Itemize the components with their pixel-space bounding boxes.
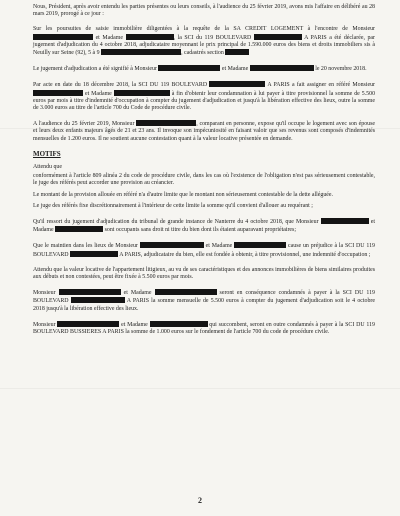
paragraph-text: Le jugement d'adjudication a été signifié à Monsieur [33,66,157,73]
paragraph-seizure [33,26,375,57]
paragraph-text: et Madame [123,290,152,297]
redaction-block [57,321,119,327]
paragraph-summons [33,81,375,112]
paragraph-text: A l'audience du 25 février 2019, Monsieur [33,121,135,128]
paragraph-text: A PARIS a été déclarée, par jugement d'adjudication du 4 octobre 2018, adjudicataire moyennant le prix principal de 1.590.000 euros des biens et droits immobiliers sis à Neuilly sur Seine (92), 5 à 9 [33,34,375,57]
redaction-block [114,90,170,96]
paragraph-text: à fin d'obtenir leur condamnation à lui payer à titre provisionnel la somme de 5.500 euros par mois à titre d'indemnité d'occupation à compter du jugement d'adjudication et jusqu'à la libération effective des lieux, outre la somme de 3.000 euros au titre de l'article 700 du Code de procédure civile. [33,90,376,112]
paragraph-judge-discretion [33,203,375,210]
redaction-block [150,321,208,327]
paragraph-text: cause un préjudice à la SCI DU 119 BOULEVARD [33,243,376,258]
redaction-block [234,242,286,248]
paragraph-text: Monsieur [33,321,56,328]
redaction-block [136,120,196,126]
redaction-block [101,49,181,55]
redaction-block [126,34,174,40]
paragraph-condemnation [33,289,375,313]
fold-line [0,388,400,389]
redaction-block [59,289,121,295]
redaction-block [155,289,217,295]
redaction-block [321,218,369,224]
paragraph-text: Le montant de la provision allouée en référé n'a d'autre limite que le montant non sérieusement contestable de la dette alléguée. [33,191,333,198]
redaction-block [254,34,302,40]
paragraph-text: A PARIS a fait assigner en référé Monsieur [267,82,375,89]
paragraph-text: Nous, Président, après avoir entendu les parties présentes ou leurs conseils, à l'audience du 25 février 2019, avons mis l'affaire en délibéré au 28 mars 2019, prorogé à ce jour : [33,4,375,18]
paragraph-text: et Madame [95,34,123,41]
paragraph-notification [33,65,375,73]
paragraph-text: , cadastrés section [181,50,224,57]
paragraph-text: sont occupants sans droit ni titre du bien dont ils étaient auparavant propriétaires; [104,227,296,234]
paragraph-text: et Madame [121,321,148,328]
page-number: 2 [198,496,202,505]
paragraph-text: qui succombent, seront en outre condamnés à payer à la SCI DU 119 BOULEVARD BUSSIERES A PARIS la somme de 1.000 euros sur le fondement de l'article 700 du code de procédure civile. [33,321,375,336]
motifs-heading: MOTIFS [33,149,61,158]
redaction-block [33,34,93,40]
paragraph-text: conformément à l'article 809 alinéa 2 du code de procédure civile, dans les cas où l'existence de l'obligation n'est pas sérieusement contestable, le juge des référés peut accorder une provision au créancier. [33,173,375,187]
paragraph-provision-amount [33,192,375,199]
redaction-block [70,251,118,257]
paragraph-article-700 [33,321,375,336]
redaction-block [158,65,220,71]
redaction-block [33,90,83,96]
paragraph-text: Que le maintien dans les lieux de Monsieur [33,243,138,250]
paragraph-text: , la SCI du 119 BOULEVARD [173,34,252,41]
paragraph-text: Attendu que [33,164,62,171]
paragraph-text: Sur les poursuites de saisie immobilière diligentées à la requête de la SA CREDIT LOGEMENT à l'encontre de Monsieur [33,26,375,33]
paragraph-text: A PARIS la somme mensuelle de 5.500 euros à compter du jugement d'adjudication soit le 4 octobre 2018 jusqu'à la libération effective des lieux. [33,298,375,312]
paragraph-text: et Madame [33,219,375,234]
redaction-block [140,242,204,248]
paragraph-text: A PARIS, adjudicataire du bien, elle est fondée à obtenir, à titre provisionnel, une indemnité d'occupation ; [119,251,371,258]
paragraph-prejudice [33,242,375,258]
redaction-block [209,81,265,87]
paragraph-text: et Madame [84,90,112,97]
paragraph-attendu [33,164,375,171]
document-body [33,4,375,344]
redaction-block [250,65,314,71]
paragraph-text: seront en conséquence condamnés à payer à la SCI DU 119 BOULEVARD [33,290,375,305]
paragraph-occupants [33,218,375,234]
paragraph-text: et Madame [205,243,233,250]
paragraph-text: Qu'il ressort du jugement d'adjudication du tribunal de grande instance de Nanterre du 4 octobre 2018, que Monsieur [33,219,319,226]
paragraph-text: Attendu que la valeur locative de l'appartement litigieux, au vu de ses caractéristiques et des annonces immobilières de biens similaires produites aux débuts et non contestées, peut être fixée à 5.500 euros par mois. [33,266,375,281]
paragraph-text: et Madame [221,66,249,73]
redaction-block [225,49,249,55]
paragraph-text: Monsieur [33,290,56,297]
paragraph-text: le 20 novembre 2018. [315,66,367,73]
paragraph-rental-value [33,267,375,281]
paragraph-text: Le juge des référés fixe discrétionnairement à l'intérieur de cette limite la somme qu'il convient d'allouer au requérant ; [33,202,313,209]
redaction-block [55,226,103,232]
redaction-block [71,297,125,303]
paragraph-text: , comparant en personne, expose qu'il occupe le logement avec son épouse et leurs deux enfants majeurs âgés de 21 et 23 ans. Il invoque son impécuniosité en faisant valoir que ses revenus sont composés d'indemnités mensuelles de 1.200 euros. Il ne soutient aucune contestation quant à la valeur locative présentée en demande. [33,121,375,142]
paragraph-article-809 [33,173,375,187]
paragraph-hearing [33,120,375,143]
paragraph-deliberation [33,4,375,18]
paragraph-text: Par acte en date du 18 décembre 2018, la SCI DU 119 BOULEVARD [33,82,208,89]
